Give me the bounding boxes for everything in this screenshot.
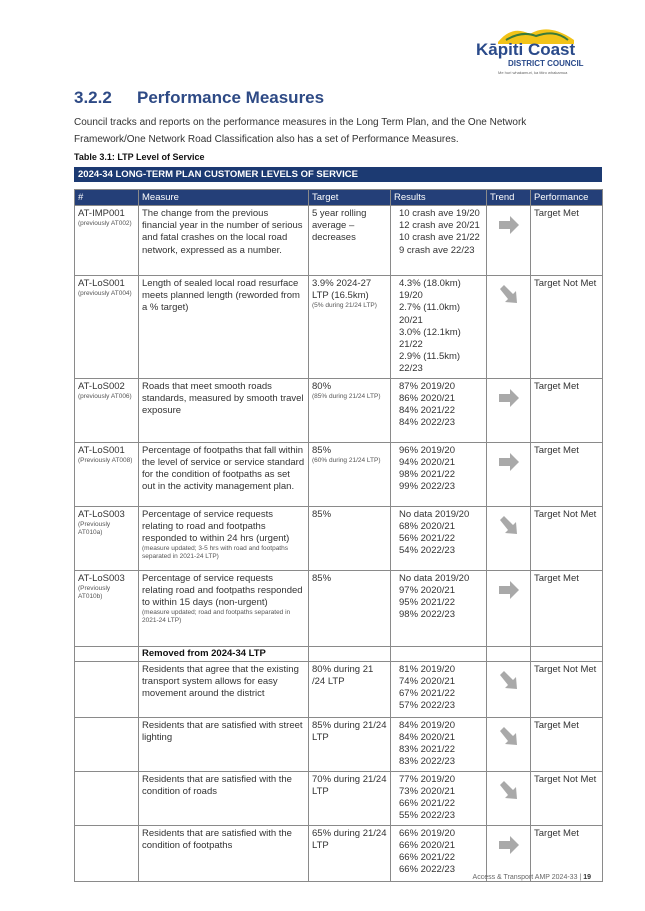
table-row <box>75 378 603 442</box>
target-text: 85% <box>312 508 332 520</box>
result-line: 96% 2019/20 <box>399 444 455 456</box>
blank-cell <box>391 646 487 661</box>
target-cell <box>309 661 391 717</box>
results-cell <box>391 825 487 881</box>
result-line: 10 crash ave 21/22 <box>399 232 480 244</box>
id-cell <box>75 276 139 379</box>
table-row <box>75 276 603 379</box>
measure-cell <box>139 771 309 825</box>
trend-right-arrow-icon <box>498 214 520 236</box>
performance-text: Target Not Met <box>534 663 597 675</box>
result-line: 55% 2022/23 <box>399 810 455 822</box>
measure-text: Percentage of service requests relating to road and footpaths responded to within 24 hrs (urgent) <box>142 508 290 545</box>
trend-down-arrow-icon <box>498 726 520 748</box>
trend-down-arrow-icon <box>498 515 520 537</box>
result-line: 66% 2020/21 <box>399 840 455 852</box>
id-cell <box>75 825 139 881</box>
result-line: 84% 2021/22 <box>399 405 455 417</box>
results-cell <box>391 206 487 276</box>
performance-cell <box>531 378 603 442</box>
performance-text: Target Not Met <box>534 508 597 520</box>
target-cell <box>309 825 391 881</box>
council-logo <box>468 26 592 82</box>
performance-cell <box>531 206 603 276</box>
measure-id: AT-LoS001 <box>78 278 125 289</box>
result-line: 54% 2022/23 <box>399 545 455 557</box>
measure-note: (measure updated; 3-5 hrs with road and footpaths separated in 2021-24 LTP) <box>142 545 288 561</box>
result-line: 98% 2021/22 <box>399 469 455 481</box>
performance-text: Target Met <box>534 444 579 456</box>
target-text: 85% <box>312 572 332 584</box>
removed-label-cell <box>139 646 309 661</box>
trend-down-arrow-icon <box>498 780 520 802</box>
trend-right-arrow-icon <box>498 451 520 473</box>
col-header: Target <box>309 190 391 206</box>
id-cell <box>75 717 139 771</box>
result-line: 87% 2019/20 <box>399 380 455 392</box>
measure-text: Residents that agree that the existing transport system allows for easy movement around the district <box>142 663 299 700</box>
trend-cell <box>487 442 531 506</box>
result-line: 56% 2021/22 <box>399 533 455 545</box>
measure-id: AT-LoS002 <box>78 380 125 392</box>
table-row <box>75 206 603 276</box>
result-line: 66% 2019/20 <box>399 827 455 839</box>
trend-down-arrow-icon <box>498 284 520 306</box>
trend-cell <box>487 570 531 646</box>
removed-label: Removed from 2024-34 LTP <box>142 647 266 659</box>
target-cell <box>309 206 391 276</box>
col-header: Trend <box>487 190 531 206</box>
target-text: 65% during 21/24 LTP <box>312 827 387 852</box>
result-line: 99% 2022/23 <box>399 481 455 493</box>
result-line: 94% 2020/21 <box>399 456 455 468</box>
performance-cell <box>531 825 603 881</box>
measure-cell <box>139 206 309 276</box>
performance-cell <box>531 442 603 506</box>
trend-down-arrow-icon <box>498 670 520 692</box>
result-line: 66% 2021/22 <box>399 852 455 864</box>
target-text: 3.9% 2024-27 LTP (16.5km) <box>312 278 372 302</box>
result-line: No data 2019/20 <box>399 572 470 584</box>
target-cell <box>309 442 391 506</box>
table-row <box>75 570 603 646</box>
target-cell <box>309 506 391 570</box>
result-line: 84% 2019/20 <box>399 719 455 731</box>
col-header: Performance <box>531 190 603 206</box>
result-line: 4.3% (18.0km) 19/20 <box>399 278 461 302</box>
page-footer <box>473 874 591 881</box>
result-line: 10 crash ave 19/20 <box>399 208 480 219</box>
trend-cell <box>487 506 531 570</box>
result-line: 2.9% (11.5km) 22/23 <box>399 351 461 375</box>
measure-id: AT-LoS003 <box>78 508 125 520</box>
trend-cell <box>487 825 531 881</box>
result-line: 12 crash ave 20/21 <box>399 220 480 232</box>
trend-cell <box>487 661 531 717</box>
measure-id: AT-IMP001 <box>78 208 125 219</box>
id-cell <box>75 661 139 717</box>
trend-right-arrow-icon <box>498 387 520 409</box>
measure-text: Percentage of service requests relating road and footpaths responded to within 15 days (non-urgent) <box>142 572 303 609</box>
result-line: 81% 2019/20 <box>399 663 455 675</box>
performance-text: Target Met <box>534 380 579 392</box>
id-cell <box>75 206 139 276</box>
target-text: 5 year rolling average – decreases <box>312 208 367 244</box>
result-line: 83% 2021/22 <box>399 744 455 756</box>
target-text: 70% during 21/24 LTP <box>312 773 387 798</box>
table-row <box>75 442 603 506</box>
table-header-row <box>75 190 603 206</box>
logo-tagline: Me huri whakamuri, ka titiro whakamua <box>498 70 568 75</box>
logo-sub: DISTRICT COUNCIL <box>508 59 584 68</box>
footer-sep: | <box>579 874 582 881</box>
result-line: 74% 2020/21 <box>399 676 455 688</box>
id-cell <box>75 771 139 825</box>
table-banner: 2024-34 LONG-TERM PLAN CUSTOMER LEVELS OF SERVICE <box>74 167 602 182</box>
removed-section-row <box>75 646 603 661</box>
los-table <box>74 189 603 882</box>
trend-cell <box>487 276 531 379</box>
result-line: 77% 2019/20 <box>399 773 455 785</box>
trend-right-arrow-icon <box>498 834 520 856</box>
result-line: 3.0% (12.1km) 21/22 <box>399 326 461 351</box>
id-cell <box>75 378 139 442</box>
table-caption: Table 3.1: LTP Level of Service <box>74 152 205 162</box>
measure-text: Length of sealed local road resurface meets planned length (reworded from a % target) <box>142 278 300 314</box>
result-line: 84% 2020/21 <box>399 732 455 744</box>
section-number: 3.2.2 <box>74 88 112 107</box>
measure-cell <box>139 717 309 771</box>
section-heading <box>74 88 324 108</box>
performance-text: Target Not Met <box>534 773 597 785</box>
target-note: (60% during 21/24 LTP) <box>312 456 381 464</box>
table-row <box>75 661 603 717</box>
target-cell <box>309 276 391 379</box>
target-cell <box>309 570 391 646</box>
previous-id: (previously AT002) <box>78 220 132 228</box>
result-line: 95% 2021/22 <box>399 597 455 609</box>
results-cell <box>391 717 487 771</box>
performance-cell <box>531 570 603 646</box>
table-row <box>75 825 603 881</box>
measure-note: (measure updated; road and footpaths separated in 2021-24 LTP) <box>142 609 291 625</box>
results-cell <box>391 442 487 506</box>
measure-id: AT-LoS003 <box>78 572 125 584</box>
previous-id: (previously AT004) <box>78 290 132 298</box>
measure-cell <box>139 442 309 506</box>
measure-cell <box>139 506 309 570</box>
performance-cell <box>531 276 603 379</box>
performance-text: Target Not Met <box>534 278 597 289</box>
target-text: 80% during 21 /24 LTP <box>312 663 374 688</box>
result-line: 67% 2021/22 <box>399 688 455 700</box>
result-line: 73% 2020/21 <box>399 786 455 798</box>
measure-cell <box>139 276 309 379</box>
col-header: # <box>75 190 139 206</box>
performance-cell <box>531 771 603 825</box>
measure-cell <box>139 378 309 442</box>
result-line: 66% 2021/22 <box>399 798 455 810</box>
blank-cell <box>309 646 391 661</box>
measure-cell <box>139 661 309 717</box>
target-cell <box>309 771 391 825</box>
performance-text: Target Met <box>534 719 579 731</box>
previous-id: (previously AT006) <box>78 392 132 400</box>
measure-text: Residents that are satisfied with the condition of footpaths <box>142 827 292 852</box>
target-note: (85% during 21/24 LTP) <box>312 392 381 400</box>
results-cell <box>391 771 487 825</box>
table-row <box>75 717 603 771</box>
id-cell <box>75 442 139 506</box>
result-line: 57% 2022/23 <box>399 700 455 712</box>
result-line: 2.7% (11.0km) 20/21 <box>399 302 461 326</box>
blank-cell <box>531 646 603 661</box>
measure-text: The change from the previous financial year in the number of serious and fatal crashes on the local road network, expressed as a number. <box>142 208 303 256</box>
result-line: 68% 2020/21 <box>399 520 455 532</box>
performance-cell <box>531 717 603 771</box>
result-line: No data 2019/20 <box>399 508 470 520</box>
table-row <box>75 506 603 570</box>
trend-cell <box>487 378 531 442</box>
target-text: 85% <box>312 444 332 456</box>
performance-text: Target Met <box>534 208 579 219</box>
result-line: 97% 2020/21 <box>399 584 455 596</box>
footer-doc: Access & Transport AMP 2024-33 <box>472 874 578 881</box>
previous-id: (Previously AT008) <box>78 456 133 464</box>
trend-right-arrow-icon <box>498 579 520 601</box>
result-line: 98% 2022/23 <box>399 609 455 621</box>
result-line: 86% 2020/21 <box>399 392 455 404</box>
result-line: 9 crash ave 22/23 <box>399 244 475 256</box>
table-row <box>75 771 603 825</box>
section-title: Performance Measures <box>137 88 325 107</box>
target-note: (5% during 21/24 LTP) <box>312 302 377 310</box>
col-header: Results <box>391 190 487 206</box>
trend-cell <box>487 771 531 825</box>
measure-id: AT-LoS001 <box>78 444 125 456</box>
measure-text: Percentage of footpaths that fall within the level of service or service standard for the condition of footpaths as set out in the activity management plan. <box>142 444 305 493</box>
measure-cell <box>139 825 309 881</box>
measure-text: Roads that meet smooth roads standards, measured by smooth travel exposure <box>142 380 304 417</box>
results-cell <box>391 506 487 570</box>
results-cell <box>391 570 487 646</box>
trend-cell <box>487 717 531 771</box>
performance-cell <box>531 661 603 717</box>
previous-id: (Previously AT010a) <box>78 520 111 536</box>
performance-text: Target Met <box>534 572 579 584</box>
results-cell <box>391 276 487 379</box>
results-cell <box>391 661 487 717</box>
target-cell <box>309 378 391 442</box>
result-line: 66% 2022/23 <box>399 864 455 876</box>
id-cell <box>75 570 139 646</box>
col-header: Measure <box>139 190 309 206</box>
result-line: 83% 2022/23 <box>399 756 455 768</box>
target-cell <box>309 717 391 771</box>
target-text: 85% during 21/24 LTP <box>312 719 387 744</box>
performance-text: Target Met <box>534 827 579 839</box>
results-cell <box>391 378 487 442</box>
blank-cell <box>75 646 139 661</box>
measure-text: Residents that are satisfied with street lighting <box>142 719 303 744</box>
measure-cell <box>139 570 309 646</box>
id-cell <box>75 506 139 570</box>
logo-name: Kāpiti Coast <box>476 40 576 59</box>
previous-id: (Previously AT010b) <box>78 584 111 600</box>
target-text: 80% <box>312 380 332 392</box>
result-line: 84% 2022/23 <box>399 417 455 429</box>
page-number: 19 <box>583 874 591 881</box>
trend-cell <box>487 206 531 276</box>
blank-cell <box>487 646 531 661</box>
performance-cell <box>531 506 603 570</box>
intro-paragraph: Council tracks and reports on the performance measures in the Long Term Plan, and the One Network Framework/One Network Road Classification also has a set of Performance Measures. <box>74 117 527 145</box>
measure-text: Residents that are satisfied with the condition of roads <box>142 773 292 798</box>
